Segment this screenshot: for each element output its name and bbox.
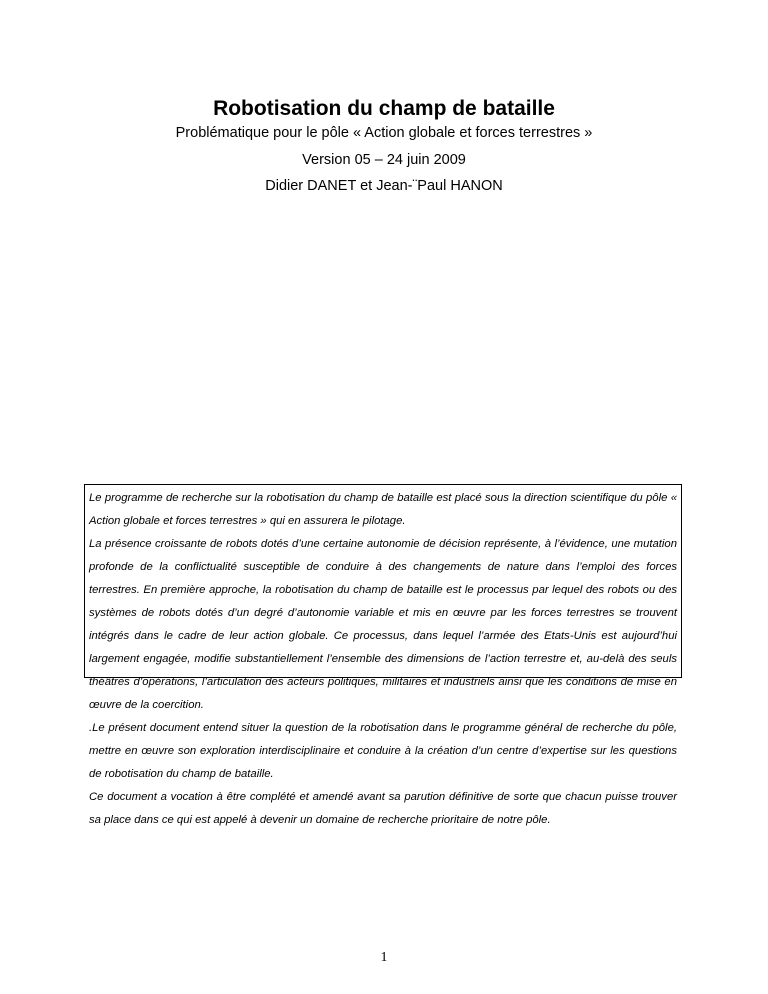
- abstract-paragraph: La présence croissante de robots dotés d’une certaine autonomie de décision représente, à l’évidence, une mutation profonde de la conflictualité susceptible de conduire à des changements de nature dans l’emploi des forces terrestres. En première approche, la robotisation du champ de bataille est le processus par lequel des robots ou des systèmes de robots dotés d’un degré d’autonomie variable et mis en œuvre par les forces terrestres se trouvent intégrés dans le cadre de leur action globale. Ce processus, dans lequel l’armée des Etats-Unis est aujourd’hui largement engagée, modifie substantiellement l’ensemble des dimensions de l’action terrestre et, au-delà des seuls théâtres d’opérations, l’articulation des acteurs politiques, militaires et industriels ainsi que les conditions de mise en œuvre de la coercition.: [89, 538, 677, 711]
- abstract-box: [84, 484, 682, 826]
- document-subtitle: Problématique pour le pôle « Action globale et forces terrestres »: [175, 125, 593, 141]
- page-number: 1: [380, 950, 388, 965]
- abstract-paragraph: .Le présent document entend situer la question de la robotisation dans le programme général de recherche du pôle, mettre en œuvre son exploration interdisciplinaire et conduire à la création d’un centre d’expertise sur les questions de robotisation du champ de bataille.: [89, 722, 677, 780]
- document-title: Robotisation du champ de bataille: [213, 97, 555, 120]
- abstract-paragraph: Le programme de recherche sur la robotisation du champ de bataille est placé sous la direction scientifique du pôle « Action globale et forces terrestres » qui en assurera le pilotage.: [89, 492, 677, 527]
- abstract-paragraph: Ce document a vocation à être complété et amendé avant sa parution définitive de sorte que chacun puisse trouver sa place dans ce qui est appelé à devenir un domaine de recherche prioritaire de notre pôle.: [89, 791, 677, 826]
- document-authors: Didier DANET et Jean-¨Paul HANON: [265, 178, 503, 194]
- document-version: Version 05 – 24 juin 2009: [302, 152, 466, 168]
